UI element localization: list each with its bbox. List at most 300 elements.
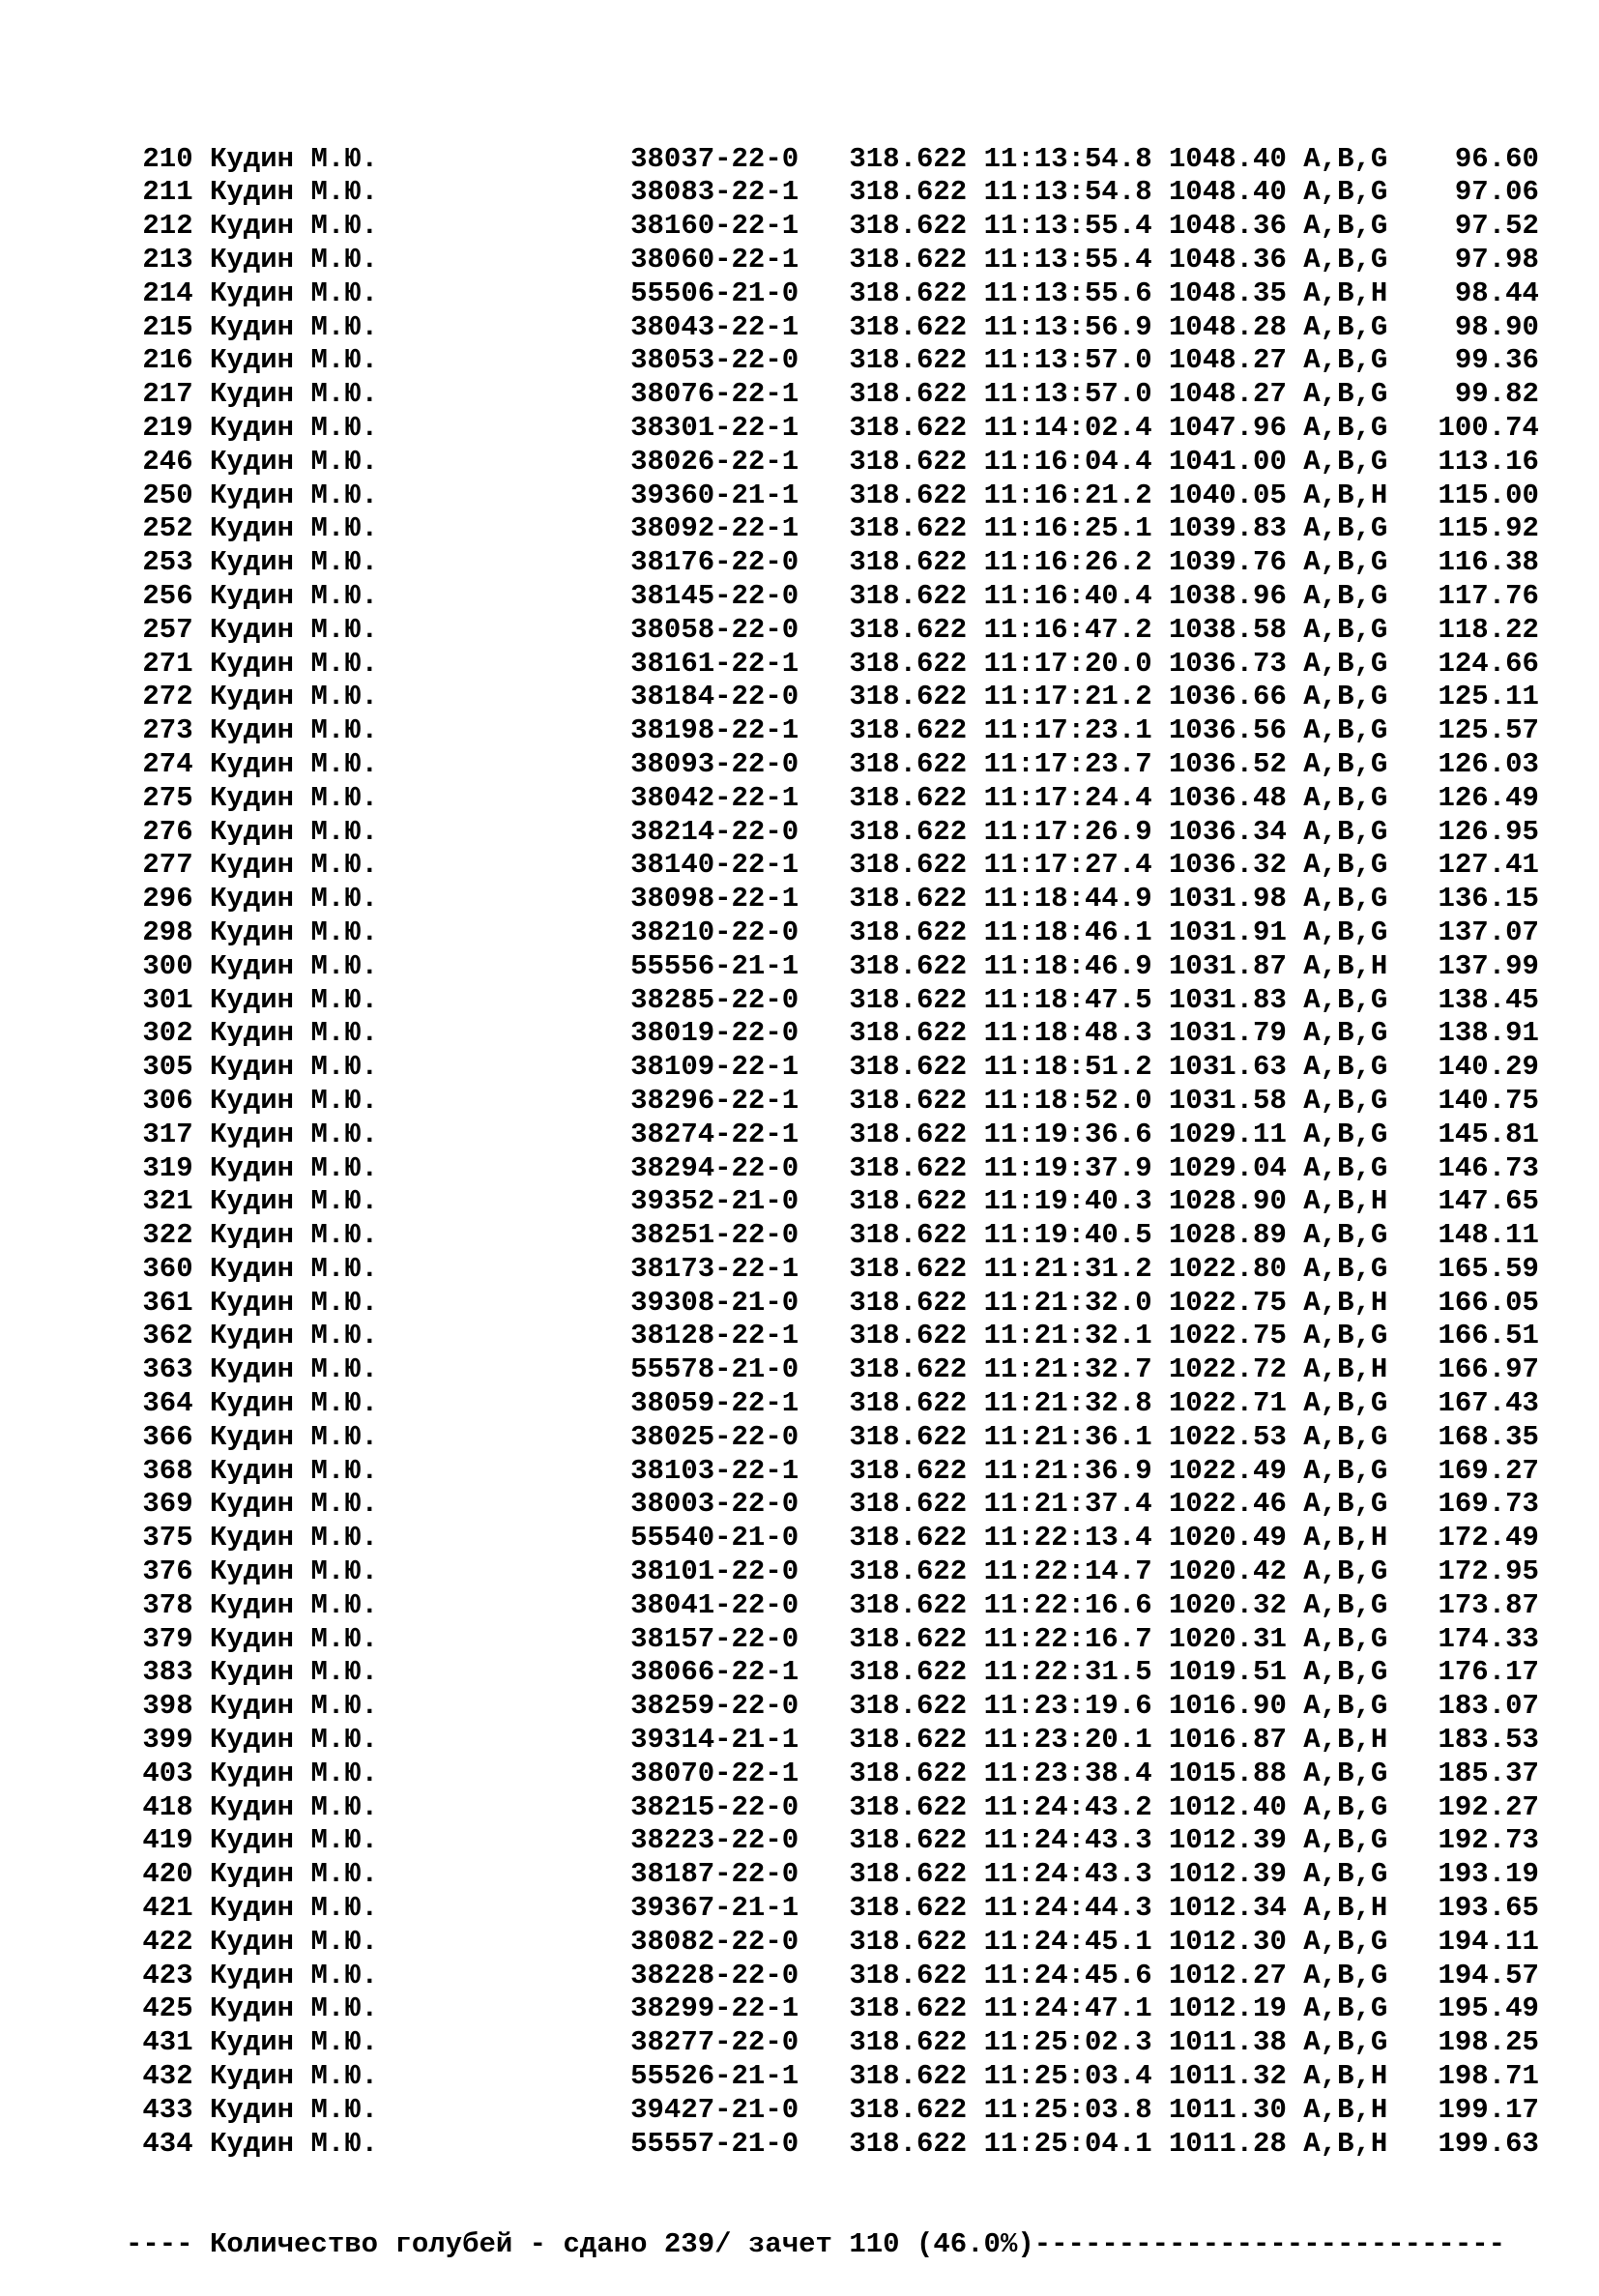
cell-place: 378 <box>142 1588 193 1621</box>
cell-points: 97.52 <box>1454 210 1539 243</box>
results-listing <box>126 75 1539 2296</box>
cell-points: 174.33 <box>1438 1622 1539 1655</box>
table-row <box>126 344 1539 378</box>
cell-ring: 39427-21-0 <box>630 2093 800 2126</box>
cell-time: 11:21:32.0 <box>983 1286 1152 1319</box>
cell-group: A,B,G <box>1303 815 1388 848</box>
cell-name: Кудин М.Ю. <box>210 1522 379 1555</box>
cell-speed: 1020.32 <box>1169 1588 1287 1621</box>
cell-name: Кудин М.Ю. <box>210 1219 379 1252</box>
cell-points: 138.45 <box>1438 983 1539 1016</box>
cell-group: A,B,H <box>1303 1353 1388 1386</box>
cell-name: Кудин М.Ю. <box>210 1353 379 1386</box>
cell-group: A,B,G <box>1303 1387 1388 1420</box>
cell-points: 115.92 <box>1438 512 1539 545</box>
cell-distance: 318.622 <box>849 714 968 747</box>
cell-name: Кудин М.Ю. <box>210 1118 379 1150</box>
cell-time: 11:19:40.5 <box>983 1219 1152 1252</box>
cell-time: 11:13:56.9 <box>983 310 1152 343</box>
cell-speed: 1031.79 <box>1169 1017 1287 1050</box>
cell-ring: 38101-22-0 <box>630 1555 800 1588</box>
cell-distance: 318.622 <box>849 310 968 343</box>
cell-distance: 318.622 <box>849 445 968 478</box>
table-row <box>126 748 1539 782</box>
cell-group: A,B,H <box>1303 2093 1388 2126</box>
cell-group: A,B,H <box>1303 1286 1388 1319</box>
cell-name: Кудин М.Ю. <box>210 2127 379 2160</box>
cell-place: 364 <box>142 1387 193 1420</box>
cell-distance: 318.622 <box>849 1151 968 1184</box>
cell-place: 360 <box>142 1252 193 1285</box>
cell-points: 140.29 <box>1438 1051 1539 1084</box>
cell-place: 375 <box>142 1522 193 1555</box>
cell-speed: 1039.83 <box>1169 512 1287 545</box>
cell-name: Кудин М.Ю. <box>210 1656 379 1689</box>
cell-group: A,B,G <box>1303 1959 1388 1991</box>
cell-ring: 38161-22-1 <box>630 647 800 680</box>
cell-ring: 38025-22-0 <box>630 1420 800 1453</box>
cell-points: 137.07 <box>1438 915 1539 948</box>
cell-group: A,B,G <box>1303 1118 1388 1150</box>
cell-speed: 1012.34 <box>1169 1892 1287 1925</box>
cell-ring: 38277-22-0 <box>630 2026 800 2059</box>
cell-name: Кудин М.Ю. <box>210 1387 379 1420</box>
cell-ring: 38173-22-1 <box>630 1252 800 1285</box>
cell-name: Кудин М.Ю. <box>210 681 379 713</box>
cell-speed: 1036.34 <box>1169 815 1287 848</box>
cell-name: Кудин М.Ю. <box>210 2060 379 2093</box>
cell-points: 169.27 <box>1438 1454 1539 1487</box>
cell-time: 11:17:27.4 <box>983 849 1152 882</box>
table-row <box>126 1555 1539 1589</box>
cell-place: 275 <box>142 781 193 814</box>
cell-speed: 1012.27 <box>1169 1959 1287 1991</box>
cell-place: 276 <box>142 815 193 848</box>
cell-place: 300 <box>142 949 193 982</box>
cell-time: 11:13:55.6 <box>983 276 1152 309</box>
cell-group: A,B,G <box>1303 1588 1388 1621</box>
table-row <box>126 984 1539 1018</box>
cell-speed: 1048.35 <box>1169 276 1287 309</box>
cell-place: 215 <box>142 310 193 343</box>
cell-name: Кудин М.Ю. <box>210 1320 379 1352</box>
cell-ring: 38053-22-0 <box>630 344 800 377</box>
cell-speed: 1022.71 <box>1169 1387 1287 1420</box>
cell-time: 11:25:03.8 <box>983 2093 1152 2126</box>
cell-time: 11:16:47.2 <box>983 613 1152 646</box>
cell-name: Кудин М.Ю. <box>210 883 379 915</box>
cell-distance: 318.622 <box>849 512 968 545</box>
cell-group: A,B,G <box>1303 411 1388 444</box>
table-row <box>126 916 1539 950</box>
cell-ring: 38041-22-0 <box>630 1588 800 1621</box>
cell-group: A,B,G <box>1303 1420 1388 1453</box>
cell-group: A,B,H <box>1303 1185 1388 1218</box>
cell-distance: 318.622 <box>849 747 968 780</box>
cell-points: 97.98 <box>1454 243 1539 276</box>
cell-speed: 1016.87 <box>1169 1724 1287 1757</box>
cell-distance: 318.622 <box>849 2060 968 2093</box>
cell-speed: 1012.39 <box>1169 1824 1287 1857</box>
cell-name: Кудин М.Ю. <box>210 142 379 175</box>
cell-time: 11:17:24.4 <box>983 781 1152 814</box>
cell-points: 127.41 <box>1438 849 1539 882</box>
cell-group: A,B,H <box>1303 949 1388 982</box>
cell-time: 11:19:36.6 <box>983 1118 1152 1150</box>
cell-name: Кудин М.Ю. <box>210 781 379 814</box>
cell-points: 115.00 <box>1438 479 1539 511</box>
cell-time: 11:16:25.1 <box>983 512 1152 545</box>
cell-group: A,B,G <box>1303 210 1388 243</box>
cell-distance: 318.622 <box>849 2026 968 2059</box>
cell-distance: 318.622 <box>849 1959 968 1991</box>
cell-distance: 318.622 <box>849 1454 968 1487</box>
cell-place: 383 <box>142 1656 193 1689</box>
cell-distance: 318.622 <box>849 1522 968 1555</box>
cell-place: 363 <box>142 1353 193 1386</box>
cell-group: A,B,G <box>1303 1790 1388 1823</box>
cell-speed: 1040.05 <box>1169 479 1287 511</box>
cell-group: A,B,G <box>1303 142 1388 175</box>
cell-group: A,B,G <box>1303 613 1388 646</box>
cell-place: 272 <box>142 681 193 713</box>
cell-group: A,B,G <box>1303 1690 1388 1723</box>
cell-time: 11:17:23.1 <box>983 714 1152 747</box>
table-row <box>126 1892 1539 1926</box>
cell-ring: 38070-22-1 <box>630 1757 800 1789</box>
cell-name: Кудин М.Ю. <box>210 1588 379 1621</box>
cell-time: 11:21:37.4 <box>983 1488 1152 1521</box>
cell-name: Кудин М.Ю. <box>210 276 379 309</box>
cell-group: A,B,G <box>1303 781 1388 814</box>
table-row <box>126 1858 1539 1892</box>
cell-speed: 1048.36 <box>1169 243 1287 276</box>
cell-group: A,B,G <box>1303 1622 1388 1655</box>
cell-place: 217 <box>142 378 193 411</box>
cell-time: 11:24:47.1 <box>983 1992 1152 2025</box>
cell-ring: 39367-21-1 <box>630 1892 800 1925</box>
cell-distance: 318.622 <box>849 1387 968 1420</box>
cell-distance: 318.622 <box>849 2127 968 2160</box>
cell-group: A,B,H <box>1303 479 1388 511</box>
cell-time: 11:13:57.0 <box>983 344 1152 377</box>
cell-time: 11:16:21.2 <box>983 479 1152 511</box>
cell-time: 11:21:36.1 <box>983 1420 1152 1453</box>
cell-points: 98.90 <box>1454 310 1539 343</box>
cell-ring: 38066-22-1 <box>630 1656 800 1689</box>
cell-points: 137.99 <box>1438 949 1539 982</box>
cell-group: A,B,G <box>1303 243 1388 276</box>
cell-ring: 39308-21-0 <box>630 1286 800 1319</box>
cell-name: Кудин М.Ю. <box>210 2026 379 2059</box>
cell-distance: 318.622 <box>849 1790 968 1823</box>
cell-speed: 1011.32 <box>1169 2060 1287 2093</box>
cell-place: 257 <box>142 613 193 646</box>
cell-place: 246 <box>142 445 193 478</box>
cell-place: 212 <box>142 210 193 243</box>
cell-name: Кудин М.Ю. <box>210 243 379 276</box>
cell-distance: 318.622 <box>849 411 968 444</box>
cell-group: A,B,G <box>1303 1017 1388 1050</box>
table-row <box>126 244 1539 277</box>
cell-distance: 318.622 <box>849 613 968 646</box>
cell-speed: 1019.51 <box>1169 1656 1287 1689</box>
cell-distance: 318.622 <box>849 378 968 411</box>
cell-time: 11:22:31.5 <box>983 1656 1152 1689</box>
cell-ring: 38003-22-0 <box>630 1488 800 1521</box>
cell-ring: 38083-22-1 <box>630 176 800 209</box>
cell-points: 166.51 <box>1438 1320 1539 1352</box>
cell-time: 11:21:32.1 <box>983 1320 1152 1352</box>
table-row <box>126 2026 1539 2060</box>
cell-place: 301 <box>142 983 193 1016</box>
cell-place: 219 <box>142 411 193 444</box>
cell-place: 432 <box>142 2060 193 2093</box>
cell-time: 11:13:55.4 <box>983 210 1152 243</box>
cell-time: 11:24:44.3 <box>983 1892 1152 1925</box>
cell-speed: 1020.31 <box>1169 1622 1287 1655</box>
cell-name: Кудин М.Ю. <box>210 1892 379 1925</box>
cell-speed: 1022.46 <box>1169 1488 1287 1521</box>
cell-distance: 318.622 <box>849 949 968 982</box>
cell-name: Кудин М.Ю. <box>210 2093 379 2126</box>
cell-ring: 38037-22-0 <box>630 142 800 175</box>
cell-speed: 1022.80 <box>1169 1252 1287 1285</box>
cell-name: Кудин М.Ю. <box>210 210 379 243</box>
cell-group: A,B,G <box>1303 2026 1388 2059</box>
cell-ring: 38285-22-0 <box>630 983 800 1016</box>
cell-distance: 318.622 <box>849 883 968 915</box>
cell-distance: 318.622 <box>849 815 968 848</box>
cell-name: Кудин М.Ю. <box>210 647 379 680</box>
cell-distance: 318.622 <box>849 1286 968 1319</box>
cell-distance: 318.622 <box>849 579 968 612</box>
cell-ring: 55526-21-1 <box>630 2060 800 2093</box>
cell-distance: 318.622 <box>849 210 968 243</box>
cell-place: 361 <box>142 1286 193 1319</box>
table-row <box>126 580 1539 614</box>
table-row <box>126 512 1539 546</box>
cell-points: 126.49 <box>1438 781 1539 814</box>
cell-time: 11:23:20.1 <box>983 1724 1152 1757</box>
cell-place: 420 <box>142 1858 193 1891</box>
table-row <box>126 2094 1539 2128</box>
table-row <box>126 2060 1539 2094</box>
cell-group: A,B,H <box>1303 1522 1388 1555</box>
cell-speed: 1038.58 <box>1169 613 1287 646</box>
cell-place: 252 <box>142 512 193 545</box>
cell-speed: 1022.49 <box>1169 1454 1287 1487</box>
table-row <box>126 143 1539 177</box>
cell-points: 99.82 <box>1454 378 1539 411</box>
cell-speed: 1029.11 <box>1169 1118 1287 1150</box>
cell-group: A,B,G <box>1303 1757 1388 1789</box>
cell-place: 306 <box>142 1084 193 1117</box>
cell-place: 369 <box>142 1488 193 1521</box>
cell-name: Кудин М.Ю. <box>210 546 379 579</box>
cell-speed: 1038.96 <box>1169 579 1287 612</box>
cell-distance: 318.622 <box>849 849 968 882</box>
cell-place: 425 <box>142 1992 193 2025</box>
cell-speed: 1036.52 <box>1169 747 1287 780</box>
cell-points: 194.11 <box>1438 1925 1539 1958</box>
cell-points: 195.49 <box>1438 1992 1539 2025</box>
table-row <box>126 176 1539 210</box>
cell-ring: 38093-22-0 <box>630 747 800 780</box>
cell-time: 11:22:14.7 <box>983 1555 1152 1588</box>
cell-distance: 318.622 <box>849 1185 968 1218</box>
cell-ring: 38160-22-1 <box>630 210 800 243</box>
cell-place: 216 <box>142 344 193 377</box>
cell-points: 169.73 <box>1438 1488 1539 1521</box>
cell-group: A,B,G <box>1303 310 1388 343</box>
cell-ring: 38145-22-0 <box>630 579 800 612</box>
table-row <box>126 883 1539 916</box>
cell-points: 117.76 <box>1438 579 1539 612</box>
cell-place: 305 <box>142 1051 193 1084</box>
cell-points: 199.63 <box>1438 2127 1539 2160</box>
table-row <box>126 1690 1539 1724</box>
cell-time: 11:17:26.9 <box>983 815 1152 848</box>
cell-name: Кудин М.Ю. <box>210 1959 379 1991</box>
cell-time: 11:18:44.9 <box>983 883 1152 915</box>
cell-speed: 1011.38 <box>1169 2026 1287 2059</box>
cell-group: A,B,H <box>1303 276 1388 309</box>
cell-speed: 1011.30 <box>1169 2093 1287 2126</box>
cell-speed: 1031.83 <box>1169 983 1287 1016</box>
cell-ring: 55556-21-1 <box>630 949 800 982</box>
table-row <box>126 1960 1539 1993</box>
cell-ring: 38301-22-1 <box>630 411 800 444</box>
cell-group: A,B,G <box>1303 883 1388 915</box>
cell-points: 192.73 <box>1438 1824 1539 1857</box>
cell-speed: 1048.27 <box>1169 344 1287 377</box>
table-row <box>126 546 1539 580</box>
cell-ring: 38274-22-1 <box>630 1118 800 1150</box>
cell-group: A,B,G <box>1303 1858 1388 1891</box>
cell-ring: 55506-21-0 <box>630 276 800 309</box>
cell-ring: 38215-22-0 <box>630 1790 800 1823</box>
cell-speed: 1015.88 <box>1169 1757 1287 1789</box>
cell-ring: 38140-22-1 <box>630 849 800 882</box>
cell-time: 11:19:37.9 <box>983 1151 1152 1184</box>
cell-ring: 38128-22-1 <box>630 1320 800 1352</box>
cell-name: Кудин М.Ю. <box>210 1151 379 1184</box>
cell-distance: 318.622 <box>849 176 968 209</box>
cell-ring: 38098-22-1 <box>630 883 800 915</box>
cell-points: 145.81 <box>1438 1118 1539 1150</box>
cell-speed: 1028.90 <box>1169 1185 1287 1218</box>
cell-ring: 38259-22-0 <box>630 1690 800 1723</box>
cell-place: 376 <box>142 1555 193 1588</box>
cell-place: 434 <box>142 2127 193 2160</box>
cell-points: 185.37 <box>1438 1757 1539 1789</box>
table-row <box>126 1522 1539 1555</box>
cell-place: 214 <box>142 276 193 309</box>
cell-speed: 1020.49 <box>1169 1522 1287 1555</box>
cell-ring: 38076-22-1 <box>630 378 800 411</box>
cell-name: Кудин М.Ю. <box>210 849 379 882</box>
cell-speed: 1031.91 <box>1169 915 1287 948</box>
cell-points: 96.60 <box>1454 142 1539 175</box>
cell-time: 11:24:43.3 <box>983 1824 1152 1857</box>
table-row <box>126 1219 1539 1253</box>
cell-points: 125.57 <box>1438 714 1539 747</box>
table-row <box>126 378 1539 412</box>
cell-name: Кудин М.Ю. <box>210 512 379 545</box>
cell-name: Кудин М.Ю. <box>210 579 379 612</box>
cell-group: A,B,G <box>1303 1219 1388 1252</box>
cell-time: 11:17:20.0 <box>983 647 1152 680</box>
cell-group: A,B,G <box>1303 915 1388 948</box>
cell-points: 172.49 <box>1438 1522 1539 1555</box>
cell-name: Кудин М.Ю. <box>210 1185 379 1218</box>
cell-ring: 38251-22-0 <box>630 1219 800 1252</box>
cell-points: 192.27 <box>1438 1790 1539 1823</box>
table-row <box>126 614 1539 648</box>
cell-distance: 318.622 <box>849 142 968 175</box>
cell-group: A,B,G <box>1303 1320 1388 1352</box>
cell-group: A,B,G <box>1303 849 1388 882</box>
cell-speed: 1012.19 <box>1169 1992 1287 2025</box>
cell-name: Кудин М.Ю. <box>210 1724 379 1757</box>
cell-group: A,B,G <box>1303 1992 1388 2025</box>
table-row <box>126 1253 1539 1287</box>
cell-speed: 1039.76 <box>1169 546 1287 579</box>
cell-name: Кудин М.Ю. <box>210 815 379 848</box>
cell-points: 148.11 <box>1438 1219 1539 1252</box>
cell-time: 11:25:04.1 <box>983 2127 1152 2160</box>
cell-points: 138.91 <box>1438 1017 1539 1050</box>
cell-name: Кудин М.Ю. <box>210 1286 379 1319</box>
cell-points: 183.07 <box>1438 1690 1539 1723</box>
cell-time: 11:16:04.4 <box>983 445 1152 478</box>
cell-time: 11:22:13.4 <box>983 1522 1152 1555</box>
cell-group: A,B,G <box>1303 983 1388 1016</box>
cell-points: 147.65 <box>1438 1185 1539 1218</box>
cell-name: Кудин М.Ю. <box>210 411 379 444</box>
cell-group: A,B,G <box>1303 1488 1388 1521</box>
cell-time: 11:14:02.4 <box>983 411 1152 444</box>
cell-name: Кудин М.Ю. <box>210 1992 379 2025</box>
cell-speed: 1036.48 <box>1169 781 1287 814</box>
cell-time: 11:13:54.8 <box>983 142 1152 175</box>
cell-time: 11:22:16.6 <box>983 1588 1152 1621</box>
table-row <box>126 950 1539 984</box>
cell-group: A,B,G <box>1303 512 1388 545</box>
cell-speed: 1036.56 <box>1169 714 1287 747</box>
cell-points: 140.75 <box>1438 1084 1539 1117</box>
cell-speed: 1020.42 <box>1169 1555 1287 1588</box>
cell-points: 124.66 <box>1438 647 1539 680</box>
table-row <box>126 1051 1539 1085</box>
cell-place: 273 <box>142 714 193 747</box>
cell-name: Кудин М.Ю. <box>210 1454 379 1487</box>
cell-ring: 38109-22-1 <box>630 1051 800 1084</box>
cell-group: A,B,G <box>1303 546 1388 579</box>
cell-group: A,B,G <box>1303 1252 1388 1285</box>
cell-group: A,B,G <box>1303 176 1388 209</box>
cell-speed: 1022.75 <box>1169 1320 1287 1352</box>
cell-points: 167.43 <box>1438 1387 1539 1420</box>
cell-place: 277 <box>142 849 193 882</box>
cell-points: 198.71 <box>1438 2060 1539 2093</box>
cell-ring: 55540-21-0 <box>630 1522 800 1555</box>
cell-name: Кудин М.Ю. <box>210 983 379 1016</box>
cell-group: A,B,G <box>1303 579 1388 612</box>
table-row <box>126 1824 1539 1858</box>
table-row <box>126 1589 1539 1623</box>
